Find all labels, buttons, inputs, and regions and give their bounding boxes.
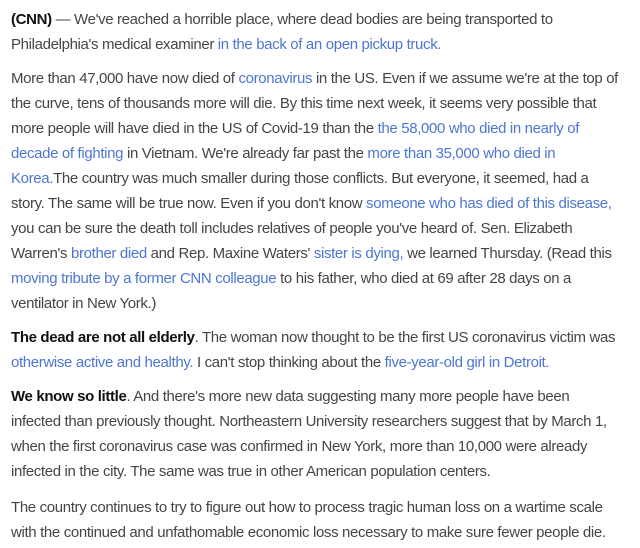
inline-link[interactable]: coronavirus	[238, 70, 313, 87]
inline-link[interactable]: sister is dying,	[313, 245, 404, 262]
text-segment: you can be sure the death toll includes relatives of people you've heard of. Sen. Elizabeth Warren's	[11, 220, 573, 262]
inline-link[interactable]: in the back of an open pickup truck.	[217, 36, 442, 53]
article-paragraphs	[11, 7, 622, 545]
article-paragraph	[11, 495, 622, 545]
inline-link[interactable]: five-year-old girl in Detroit.	[384, 354, 550, 371]
text-segment: — We've reached a horrible place, where dead bodies are being transported to Philadelphia's medical examiner	[11, 11, 553, 53]
text-segment: . And there's more new data suggesting many more people have been infected than previously thought. Northeastern University researchers suggest that by March 1, when the first coronavirus case was confirmed in New York, more than 10,000 were already infected in the city. The same was true in other American population centers.	[11, 388, 607, 480]
text-segment: The country continues to try to figure out how to process tragic human loss on a wartime scale with the continued and unfathomable economic loss necessary to make sure fewer people die.	[11, 499, 606, 541]
text-segment: to his father, who died at 69 after 28 days on a ventilator in New York.)	[11, 270, 572, 312]
text-segment: The country was much smaller during those conflicts. But everyone, it seemed, had a story. The same will be true now. Even if you don't know	[11, 170, 589, 212]
inline-link[interactable]: otherwise active and healthy.	[11, 354, 194, 371]
article-paragraph	[11, 325, 622, 375]
text-segment: we learned Thursday. (Read this	[403, 245, 612, 262]
inline-link[interactable]: someone who has died of this disease,	[366, 195, 612, 212]
text-segment: I can't stop thinking about the	[193, 354, 385, 371]
bold-text-segment: (CNN)	[11, 11, 52, 28]
inline-link[interactable]: the 58,000 who died in nearly of decade of fighting	[11, 120, 580, 162]
article-paragraph	[11, 384, 622, 484]
bold-text-segment: We know so little	[11, 388, 127, 405]
bold-text-segment: The dead are not all elderly	[11, 329, 195, 346]
inline-link[interactable]: moving tribute by a former CNN colleague	[11, 270, 277, 287]
article-paragraph	[11, 66, 622, 316]
text-segment: . The woman now thought to be the first US coronavirus victim was	[194, 329, 616, 346]
text-segment: in Vietnam. We're already far past the	[123, 145, 368, 162]
inline-link[interactable]: more than 35,000 who died in Korea.	[11, 145, 556, 187]
text-segment: and Rep. Maxine Waters'	[146, 245, 314, 262]
text-segment: More than 47,000 have now died of	[11, 70, 239, 87]
text-segment: in the US. Even if we assume we're at the top of the curve, tens of thousands more will die. By this time next week, it seems very possible that more people will have died in the US of Covid-19 than the	[11, 70, 619, 137]
inline-link[interactable]: brother died	[71, 245, 147, 262]
article-paragraph	[11, 7, 622, 57]
